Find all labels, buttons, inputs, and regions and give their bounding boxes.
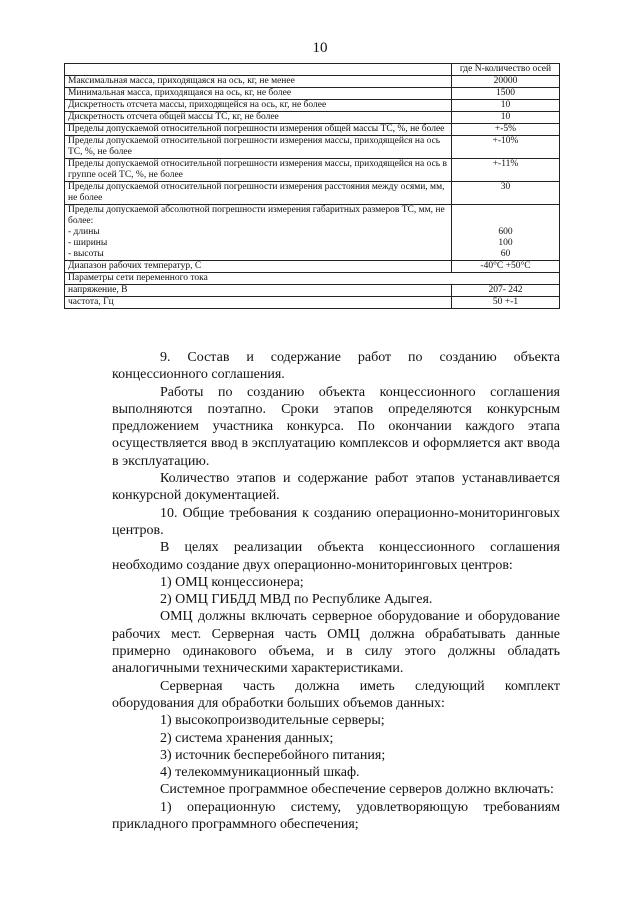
table-row xyxy=(65,112,560,124)
list-item: 1) высокопроизводительные серверы; xyxy=(160,713,385,729)
list-item: 3) источник бесперебойного питания; xyxy=(160,747,386,763)
paragraph: ОМЦ должны включать серверное оборудование и оборудование рабочих мест. Серверная часть ОМЦ должна обрабатывать данные примерно одинакового объема, и в силу этого должны обладать аналогичными техническими характеристиками. xyxy=(112,609,560,677)
table-cell-param: Дискретность отсчета массы, приходящейся на ось, кг, не более xyxy=(65,100,452,112)
section-heading: 10. Общие требования к созданию операционно-мониторинговых центров. xyxy=(112,505,560,538)
paragraph: Серверная часть должна иметь следующий комплект оборудования для обработки больших объемов данных: xyxy=(112,678,560,711)
table-row xyxy=(65,159,560,182)
table-row xyxy=(65,273,560,285)
paragraph: Работы по созданию объекта концессионного соглашения выполняются поэтапно. Сроки этапов определяются конкурсным предложением участника конкурса. По окончании каждого этапа осуществляется ввод в эксплуатацию комплексов и оформляется акт ввода в эксплуатацию. xyxy=(112,384,560,469)
table-cell-value: +-5% xyxy=(452,124,560,136)
page-number: 10 xyxy=(312,40,328,56)
table-cell-empty xyxy=(65,64,452,76)
table-cell-section: Параметры сети переменного тока xyxy=(65,273,560,285)
table-cell-value: +-10% xyxy=(452,136,560,159)
table-cell-value: 207- 242 xyxy=(452,285,560,297)
dimensions-title: Пределы допускаемой абсолютной погрешности измерения габаритных размеров ТС, мм, не более: xyxy=(68,205,445,226)
table-row xyxy=(65,100,560,112)
section-heading: 9. Состав и содержание работ по созданию объекта концессионного соглашения. xyxy=(112,350,560,383)
list-item: 2) система хранения данных; xyxy=(160,730,334,746)
list-item: 1) ОМЦ концессионера; xyxy=(160,574,304,590)
table-row xyxy=(65,182,560,205)
dimension-label: - длины xyxy=(68,227,100,237)
list-item: 4) телекоммуникационный шкаф. xyxy=(160,765,360,781)
table-cell-param: Пределы допускаемой относительной погрешности измерения общей массы ТС, %, не более xyxy=(65,124,452,136)
body-text xyxy=(112,349,560,833)
dimension-label: - ширины xyxy=(68,238,108,248)
paragraph: В целях реализации объекта концессионного соглашения необходимо создание двух операционно-мониторинговых центров: xyxy=(112,540,560,573)
paragraph: Количество этапов и содержание работ этапов устанавливается конкурсной документацией. xyxy=(112,471,560,504)
table-row xyxy=(65,136,560,159)
table-cell-value: 10 xyxy=(452,100,560,112)
table-row-dimensions xyxy=(65,205,560,261)
table-cell-value: 30 xyxy=(452,182,560,205)
table-cell-param: Пределы допускаемой относительной погрешности измерения расстояния между осями, мм, не более xyxy=(65,182,452,205)
table-row xyxy=(65,124,560,136)
list-item: 2) ОМЦ ГИБДД МВД по Республике Адыгея. xyxy=(160,592,433,608)
table-row xyxy=(65,88,560,100)
table-cell-param: Минимальная масса, приходящаяся на ось, кг, не более xyxy=(65,88,452,100)
table-cell-value: 10 xyxy=(452,112,560,124)
table-cell-param: Пределы допускаемой относительной погрешности измерения массы, приходящейся на ось в группе осей ТС, %, не более xyxy=(65,159,452,182)
dimension-value: 100 xyxy=(498,238,513,248)
table-row xyxy=(65,285,560,297)
table-row xyxy=(65,64,560,76)
table-cell-param: напряжение, В xyxy=(65,285,452,297)
dimension-label: - высоты xyxy=(68,249,104,259)
table-cell-value: 50 +-1 xyxy=(452,297,560,309)
table-cell-value: 20000 xyxy=(452,76,560,88)
table-cell-value xyxy=(452,205,560,261)
table-cell-param: Диапазон рабочих температур, С xyxy=(65,261,452,273)
table-cell-value: -40°С +50°С xyxy=(452,261,560,273)
table-row xyxy=(65,297,560,309)
table-cell-param: частота, Гц xyxy=(65,297,452,309)
dimension-value: 60 xyxy=(500,249,511,259)
dimension-value: 600 xyxy=(498,227,513,237)
table-cell-value: 1500 xyxy=(452,88,560,100)
table-cell-value: +-11% xyxy=(452,159,560,182)
table-cell-param: Дискретность отсчета общей массы ТС, кг, не более xyxy=(65,112,452,124)
table-cell-param: Пределы допускаемой относительной погрешности измерения массы, приходящейся на ось ТС, %, не более xyxy=(65,136,452,159)
specifications-table xyxy=(64,63,560,309)
table-cell-value: где N-количество осей xyxy=(452,64,560,76)
table-row xyxy=(65,261,560,273)
list-item: 1) операционную систему, удовлетворяющую требованиям прикладного программного обеспечения; xyxy=(112,799,560,833)
table-cell-param xyxy=(65,205,452,261)
paragraph: Системное программное обеспечение серверов должно включать: xyxy=(160,782,554,798)
table-row xyxy=(65,76,560,88)
table-cell-param: Максимальная масса, приходящаяся на ось, кг, не менее xyxy=(65,76,452,88)
